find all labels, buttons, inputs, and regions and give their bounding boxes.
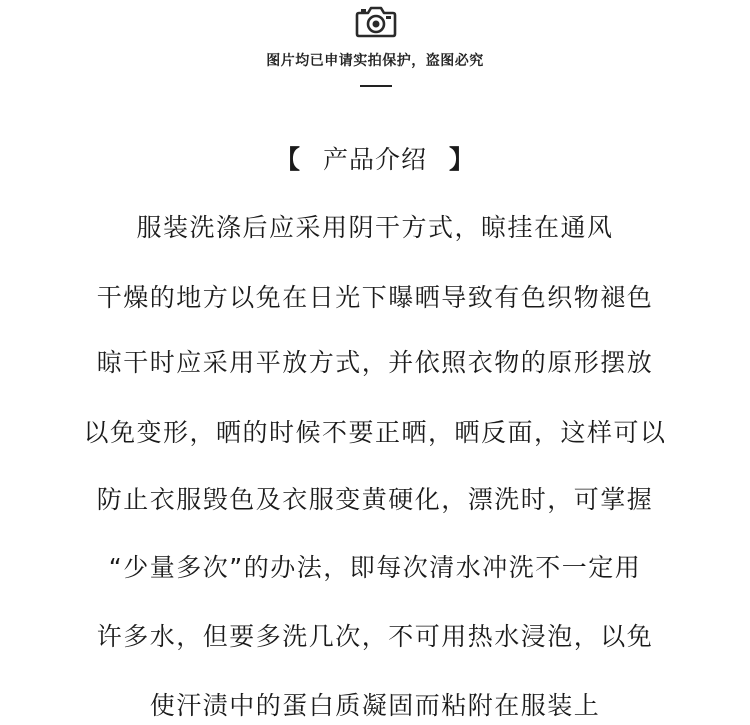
divider <box>360 85 392 87</box>
body-line: 许多水，但要多洗几次，不可用热水浸泡，以免 <box>96 622 654 651</box>
body-line: 使汗渍中的蛋白质凝固而粘附在服装上 <box>149 691 601 720</box>
bracket-close: 】 <box>449 145 476 174</box>
body-line: “少量多次”的办法，即每次清水冲洗不一定用 <box>108 553 642 582</box>
section-title <box>0 140 750 176</box>
body-line: 干燥的地方以免在日光下曝晒导致有色织物褪色 <box>96 283 654 312</box>
camera-icon <box>355 4 397 38</box>
bracket-open: 【 <box>274 145 301 174</box>
body-line: 服装洗涤后应采用阴干方式，晾挂在通风 <box>136 213 614 242</box>
body-line: 防止衣服毁色及衣服变黄硬化，漂洗时，可掌握 <box>96 485 654 514</box>
section-title-text: 产品介绍 <box>322 145 427 174</box>
copyright-notice: 图片均已申请实拍保护，盗图必究 <box>266 53 484 69</box>
body-line: 以免变形，晒的时候不要正晒，晒反面，这样可以 <box>83 418 667 447</box>
body-line: 晾干时应采用平放方式，并依照衣物的原形摆放 <box>96 348 654 377</box>
